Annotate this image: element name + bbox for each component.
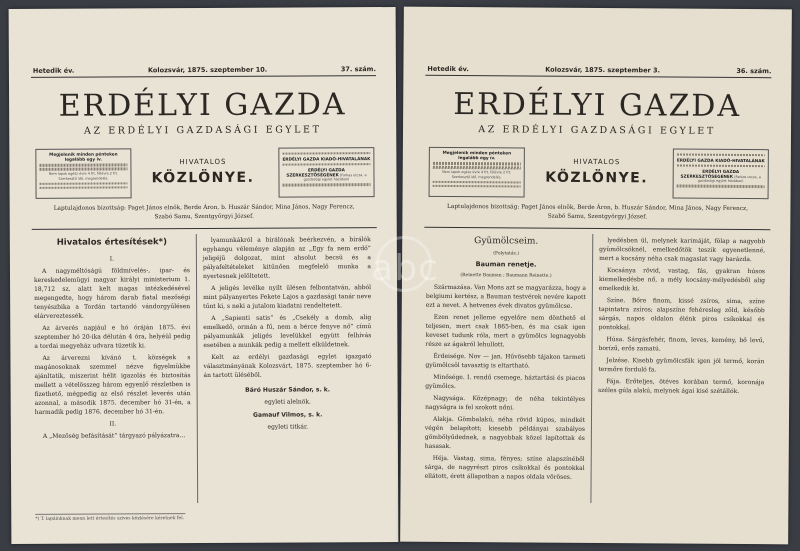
header-rule bbox=[425, 75, 771, 78]
article-column-2 bbox=[598, 236, 765, 399]
organ-label: KÖZLÖNYE. bbox=[151, 169, 255, 187]
volume-label: Hetedik év. bbox=[427, 64, 469, 74]
volume-label: Hetedik év. bbox=[32, 66, 75, 75]
masthead-subtitle: AZ ERDÉLYI GAZDASÁGI EGYLET bbox=[478, 124, 716, 137]
section-numeral: II. bbox=[109, 420, 117, 428]
issue-meta bbox=[427, 65, 771, 75]
footnote: *) T. lapáinknak menn lett értesítés szives közlésére kéretnek fel. bbox=[35, 513, 185, 522]
box-heading: ERDÉLYI GAZDA KIADÓ-HIVATALÁNAK bbox=[676, 157, 765, 163]
issue-meta bbox=[33, 65, 376, 75]
official-label: HIVATALOS bbox=[179, 157, 227, 167]
header-rule bbox=[31, 75, 376, 78]
paragraph: Színe. Bőre finom, kissé zsíros, sima, színe tapintatra zsíros; alapszíne fehéresleg zöld, később sárgás, napos oldalon élénk piros csíkokkal és pontokkal. bbox=[598, 297, 765, 332]
paragraph: A jeligés levélke nyílt ülésen felbontatván, abból mint pályanyertes Fekete Lajos a gazdasági tanár neve tűnt ki, s neki a jutalom kiadatni rendeltetett. bbox=[203, 284, 372, 311]
staff-line: Szabó Samu, Szentgyörgyi József. bbox=[547, 213, 648, 221]
paragraph: Alakja. Gömbalakú, néha rövid kúpos, mindkét végén belapított; kiesebb példányai szabályos gömbölyűdednek, a nagyobbak közel lapítottak és hasasak. bbox=[424, 415, 586, 450]
paragraph: Minősége. I. rendű csemege, háztartási és piacos gyümölcs. bbox=[425, 373, 586, 390]
staff-list bbox=[422, 203, 772, 224]
article-column-2 bbox=[203, 235, 372, 435]
article-heading: Gyümölcseim. bbox=[474, 236, 539, 247]
article-column-1 bbox=[425, 235, 587, 485]
content-rule bbox=[32, 227, 377, 230]
newspaper-page-left bbox=[9, 7, 399, 544]
staff-line: Laptulajdonos bizottság: Paget János elnök, Berde Áron, b. Huszár Sándor, Mina János, Nagy Ferencz, bbox=[53, 204, 355, 212]
staff-line: Laptulajdonos bizottság: Paget János elnök, Berde Áron, b. Huszár Sándor, Mina János, Nagy Ferencz, bbox=[447, 203, 748, 213]
paragraph: Az árverés napjául e hó óráján 1875. évi szeptember hó 20-ika délután 4 óra, helyéül pedig a tordai megyeház udvara tüzetik ki. bbox=[34, 323, 191, 350]
paragraph: A „Sapienti satis” és „Csekély a domb, alig emelkedő, ormán a fű, nem a bérce fenyve nő” című pályamunkák jeligés levelükkel együtt felhívás esetében a munkák pedig a mellett elküldetnek. bbox=[203, 314, 372, 350]
signature-name: Báró Huszár Sándor, s. k. bbox=[245, 386, 331, 394]
masthead-title: ERDÉLYI GAZDA bbox=[453, 86, 742, 125]
signature-name: Gamauf Vilmos, s. k. bbox=[252, 411, 323, 419]
newspaper-page-right bbox=[400, 7, 792, 545]
issue-date: Kolozsvár, 1875. szeptember 3. bbox=[545, 65, 660, 75]
official-label: HIVATALOS bbox=[573, 157, 621, 167]
paragraph: Nagysága. Középnagy; de néha tekintélyes nagyságra is fel szokott nőni. bbox=[425, 394, 586, 412]
box-text: Nem lapok egész évre 4 frt, félévre 2 frt. Szerkesztő idő, megrendelés. bbox=[442, 170, 512, 180]
column-rule bbox=[590, 234, 593, 503]
watermark-ring bbox=[376, 236, 432, 292]
box-text: Nem lapok egész évre 4 frt, félévre 2 frt. Szerkesztő idő, megrendelés. bbox=[48, 171, 119, 181]
paragraph: Kelt az erdélyi gazdasági egylet igazgató választmányának Kolozsvárt, 1875. szeptember hó 6-án tartott üléséből. bbox=[203, 353, 372, 380]
organ-label: KÖZLÖNYE. bbox=[545, 169, 649, 187]
paragraph: A nagyméltóságú földmívelés-, ipar- és kereskedelemügyi magyar királyi ministerium 1. 18,712 sz. alatt kelt magas intézkedésével megengedte, hogy három darab fiatal mezőségi tenyészbika a Tordán tartandó vándorgyűlésen elárvereztessék. bbox=[34, 266, 191, 320]
box-heading-2: ERDÉLYI GAZDA SZERKESZTŐSÉGÉNEK bbox=[680, 168, 740, 180]
article-heading: Hivatalos értesítések*) bbox=[56, 237, 167, 248]
variety-synonyms: (Reinette Bauman ; Baumann Reinette.) bbox=[460, 273, 552, 279]
column-rule bbox=[196, 234, 198, 503]
section-numeral: I. bbox=[109, 255, 115, 263]
variety-heading: Bauman renetje. bbox=[475, 260, 537, 269]
publisher-info-box bbox=[278, 147, 374, 198]
box-heading-2: ERDÉLYI GAZDA SZERKESZTŐSÉGÉNEK bbox=[286, 167, 345, 178]
paragraph: Húsa. Sárgásfehér, finom, leves, kemény, bő levű, borízű, erős zamatú. bbox=[598, 336, 765, 353]
continued-note: (Folytatás.) bbox=[493, 250, 520, 256]
staff-list bbox=[30, 203, 379, 223]
paragraph: Érdeisége. Nov — jan. Hűvösebb tájakon tarmeti gyümölcsöl tavasztig is eltartható. bbox=[425, 352, 586, 370]
box-heading: Megjelenik minden pénteken legalább egy ív. bbox=[49, 151, 118, 162]
paragraph: Jelzése. Kisebb gyümölcsfák igen jól termő, korán termőre forduló fa. bbox=[598, 357, 765, 374]
paragraph: Fája. Erőteljes, ötéves korában termő, koronája széles gúla alakú, melynek ágai kisé szétállók. bbox=[598, 378, 765, 396]
staff-line: Szabó Samu, Szentgyörgyi József. bbox=[154, 214, 254, 221]
paragraph: A „Mezőség befásítását” tárgyazó pályázatra... bbox=[42, 431, 186, 440]
paragraph: lyamunkákról a birálónak beérkezvén, a bírálók egyhangu véleménye alapján az „Egy fa nem erdő” jeligéjű dolgozat, mint ahsolut becsü és a pályafeltételeket kitűnően megfelelő munka a nyertesnek jelöltetett. bbox=[202, 236, 371, 281]
masthead-subtitle: AZ ERDÉLYI GAZDASÁGI EGYLET bbox=[83, 124, 322, 137]
content-rule bbox=[424, 227, 770, 230]
paragraph: Származása. Van Mons azt se magyarázza, hogy a belgiumi kertész, a Bauman testvérek nevére kapott ezt a nevet. A hetvenes évek divatos gyümölcse. bbox=[425, 283, 586, 310]
watermark-text: abc bbox=[371, 248, 439, 289]
paragraph: Az árverezni kívánó t. községek s magánosoknak szemmel nézve figyelmükbe ajánltatik, miszerint hélit igazolás és biztosítás mellett a vételösszeg három egyenlő részletben is fizethető, mégpedig az első részlet leverés után azonnal, a második 1875. december hó 31-én, a harmadik pedig 1876. december hó 31-én. bbox=[34, 353, 191, 416]
signature-role: egyleti titkár. bbox=[267, 423, 309, 431]
box-heading: Megjelenik minden pénteken legalább egy ív. bbox=[442, 149, 512, 161]
paragraph: lyedésben ül, melynek karimáját, fölap a nagyobb gyümölcsöknél, emelkedőtök teszik egyenetlenné, mert a kocsány néha csak magaslat vagy barázda. bbox=[599, 237, 766, 264]
publisher-info-box bbox=[673, 149, 769, 200]
signature-role: egyleti alelnök. bbox=[264, 398, 311, 406]
paragraph: Héja. Vastag, sima, fényes; színe alapszínéből sárga, de nagyrészt piros csíkokkal és pontokkal ellátott, érett állapotban a napos oldala vöröses. bbox=[424, 454, 585, 481]
paragraph: Ezen renet jelleme egyelőre nem dönthető el teljesen, mert csak 1865-ben, és ma csak igen keveset tudunk róla, mert a gyümölcs legnagyobb része az ágakról lehullott. bbox=[425, 313, 586, 349]
box-heading: ERDÉLYI GAZDA KIADÓ-HIVATALÁNAK bbox=[282, 155, 371, 162]
box-text: (Farkas utcza, a gazdasági egylet házában) bbox=[303, 173, 367, 182]
issue-number: 37. szám. bbox=[340, 65, 376, 74]
box-text: (Farkas utcza, a gazdasági egylet házában) bbox=[697, 175, 761, 184]
masthead-title: ERDÉLYI GAZDA bbox=[58, 87, 347, 124]
article-column-1 bbox=[34, 236, 191, 444]
issue-date: Kolozsvár, 1875. szeptember 10. bbox=[147, 65, 268, 75]
paragraph: Kocsánya rövid, vastag, fás, gyakran húsos kiemelkedésbe nő, a mély kocsány-mélyedésből alig emelkedik ki. bbox=[598, 267, 766, 293]
issue-number: 36. szám. bbox=[736, 66, 772, 76]
